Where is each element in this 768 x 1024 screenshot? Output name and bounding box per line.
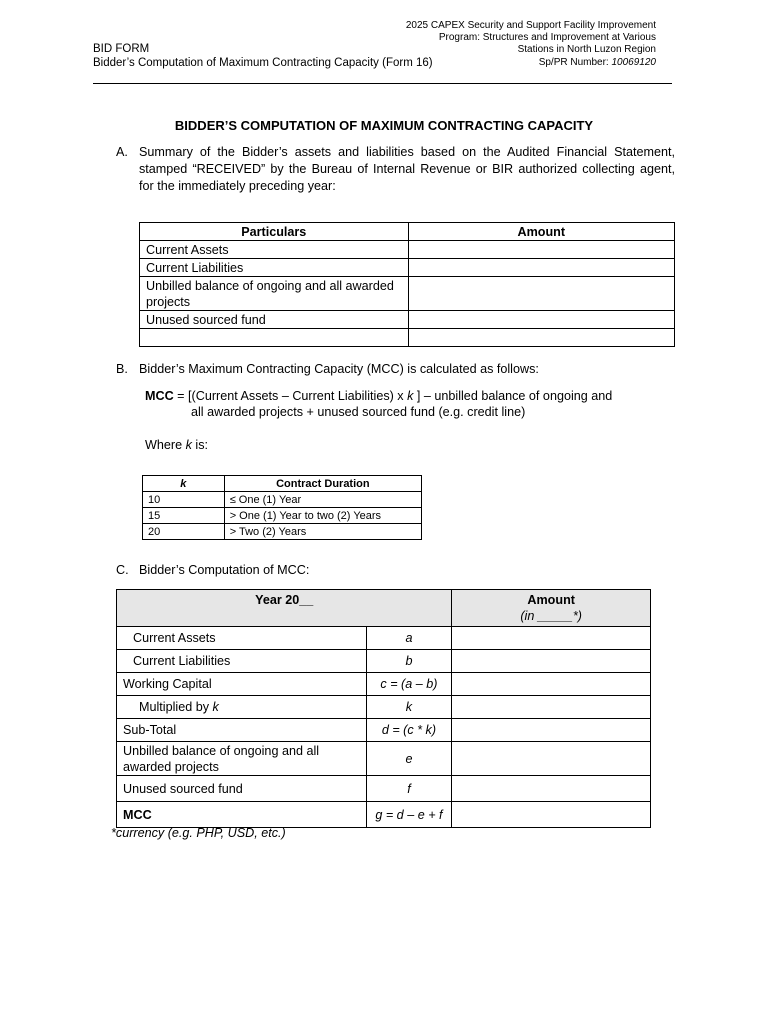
table-row <box>117 742 651 776</box>
k-value: 15 <box>143 508 225 524</box>
row-label-text: Multiplied by <box>139 700 213 714</box>
row-formula: d = (c * k) <box>366 719 452 742</box>
section-b-marker: B. <box>116 362 128 376</box>
table-row <box>143 492 422 508</box>
amount-cell[interactable] <box>452 802 651 828</box>
row-formula: a <box>366 627 452 650</box>
formula-text: = [(Current Assets – Current Liabilities) x <box>173 389 408 403</box>
table-header: Particulars <box>140 223 409 241</box>
mcc-formula <box>145 388 612 405</box>
amount-cell[interactable] <box>452 776 651 802</box>
table-row <box>117 719 651 742</box>
section-a-line: Summary of the Bidder’s assets and liabilities based on the Audited Financial Statement, <box>139 145 675 159</box>
table-row <box>117 650 651 673</box>
year-header: Year 20__ <box>117 590 452 627</box>
amount-cell[interactable] <box>452 719 651 742</box>
section-b-intro: Bidder’s Maximum Contracting Capacity (MCC) is calculated as follows: <box>139 362 539 376</box>
table-row <box>140 277 675 311</box>
particular-cell: Unbilled balance of ongoing and all awarded projects <box>140 277 409 311</box>
row-label: Working Capital <box>117 673 367 696</box>
project-line: Stations in North Luzon Region <box>517 44 656 55</box>
currency-footnote: *currency (e.g. PHP, USD, etc.) <box>111 826 286 840</box>
table-row <box>117 627 651 650</box>
table-header: Amount <box>408 223 674 241</box>
table-header: k <box>143 476 225 492</box>
where-k: k <box>185 438 192 452</box>
row-formula: e <box>366 742 452 776</box>
row-formula: c = (a – b) <box>366 673 452 696</box>
row-label: Unused sourced fund <box>117 776 367 802</box>
amount-cell[interactable] <box>408 329 674 347</box>
row-formula: g = d – e + f <box>366 802 452 828</box>
assets-liabilities-table <box>139 222 675 347</box>
section-a-marker: A. <box>116 145 128 159</box>
row-label: MCC <box>117 802 367 828</box>
amount-cell[interactable] <box>452 650 651 673</box>
where-k-text <box>145 437 208 454</box>
section-c-intro: Bidder’s Computation of MCC: <box>139 563 310 577</box>
row-formula: k <box>366 696 452 719</box>
page-title: BIDDER’S COMPUTATION OF MAXIMUM CONTRACTING CAPACITY <box>174 118 594 133</box>
particular-cell: Current Assets <box>140 241 409 259</box>
formula-line-2: all awarded projects + unused sourced fund (e.g. credit line) <box>191 405 526 419</box>
duration: > One (1) Year to two (2) Years <box>224 508 421 524</box>
where-text: is: <box>191 438 208 452</box>
form-label: BID FORM <box>93 43 150 55</box>
amount-cell[interactable] <box>452 696 651 719</box>
table-row <box>140 311 675 329</box>
amount-cell[interactable] <box>452 627 651 650</box>
formula-label: MCC <box>145 389 174 403</box>
amount-cell[interactable] <box>408 311 674 329</box>
table-row <box>117 802 651 828</box>
particular-cell: Unused sourced fund <box>140 311 409 329</box>
sppr-value: 10069120 <box>611 57 656 68</box>
amount-header-sub: (in _____*) <box>520 609 582 623</box>
row-formula: f <box>366 776 452 802</box>
k-table <box>142 475 422 540</box>
table-row <box>117 696 651 719</box>
formula-k: k <box>407 389 414 403</box>
where-text: Where <box>145 438 186 452</box>
form-subtitle: Bidder’s Computation of Maximum Contracting Capacity (Form 16) <box>93 57 433 69</box>
row-label: Sub-Total <box>117 719 367 742</box>
project-line: Program: Structures and Improvement at Various <box>438 32 656 43</box>
table-header: Contract Duration <box>224 476 421 492</box>
duration: ≤ One (1) Year <box>224 492 421 508</box>
section-a-line: stamped “RECEIVED” by the Bureau of Internal Revenue or BIR authorized collecting agent, <box>139 162 675 176</box>
table-row <box>143 508 422 524</box>
table-row <box>143 524 422 540</box>
duration: > Two (2) Years <box>224 524 421 540</box>
table-row <box>117 776 651 802</box>
header-divider <box>93 83 672 84</box>
row-label-k: k <box>212 700 219 714</box>
amount-cell[interactable] <box>408 241 674 259</box>
row-label: Unbilled balance of ongoing and all awarded projects <box>117 742 367 776</box>
row-label: Current Assets <box>117 627 367 650</box>
table-row <box>140 241 675 259</box>
particular-cell <box>140 329 409 347</box>
section-a-line: for the immediately preceding year: <box>139 179 336 193</box>
amount-cell[interactable] <box>452 742 651 776</box>
row-formula: b <box>366 650 452 673</box>
sppr-number <box>539 57 656 69</box>
formula-text: ] – unbilled balance of ongoing and <box>413 389 613 403</box>
sppr-label: Sp/PR Number: <box>538 57 609 68</box>
amount-header-label: Amount <box>527 593 575 607</box>
k-value: 10 <box>143 492 225 508</box>
amount-cell[interactable] <box>452 673 651 696</box>
amount-cell[interactable] <box>408 259 674 277</box>
row-label: Current Liabilities <box>117 650 367 673</box>
table-row <box>140 259 675 277</box>
particular-cell: Current Liabilities <box>140 259 409 277</box>
amount-header <box>452 590 651 627</box>
project-line: 2025 CAPEX Security and Support Facility Improvement <box>405 20 656 31</box>
section-a-text <box>139 144 675 195</box>
k-value: 20 <box>143 524 225 540</box>
table-row <box>140 329 675 347</box>
mcc-computation-table <box>116 589 651 828</box>
amount-cell[interactable] <box>408 277 674 311</box>
table-row <box>117 673 651 696</box>
row-label <box>117 696 367 719</box>
project-title <box>406 20 656 56</box>
section-c-marker: C. <box>116 563 129 577</box>
